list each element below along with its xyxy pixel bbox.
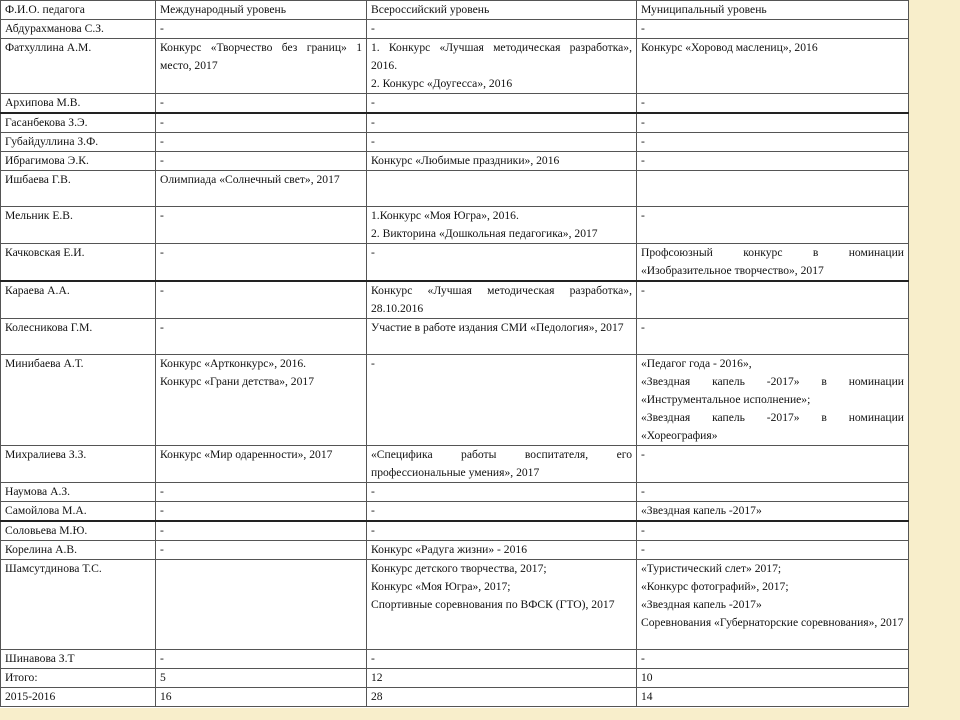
russian-level-cell bbox=[367, 94, 637, 114]
international-level-cell bbox=[156, 133, 367, 152]
cell-text-line: «Туристический слет» 2017; bbox=[641, 562, 782, 575]
teacher-name-cell: Самойлова М.А. bbox=[1, 502, 156, 522]
municipal-level-cell bbox=[637, 171, 909, 207]
international-level-cell bbox=[156, 281, 367, 319]
cell-text-line: Олимпиада «Солнечный свет», 2017 bbox=[160, 173, 340, 186]
cell-text-line: Конкурс «Грани детства», 2017 bbox=[160, 375, 314, 388]
municipal-level-cell bbox=[637, 502, 909, 522]
cell-text-line: Конкурс «Моя Югра», 2017; bbox=[371, 580, 511, 593]
international-level-cell bbox=[156, 39, 367, 94]
table-row bbox=[1, 541, 909, 560]
cell-text-line: 1.Конкурс «Моя Югра», 2016. bbox=[371, 209, 519, 222]
cell-text-line: Профсоюзный конкурс в номинации «Изобразительное творчество», 2017 bbox=[641, 246, 904, 277]
international-level-cell bbox=[156, 521, 367, 541]
teacher-name-cell: Качковская Е.И. bbox=[1, 244, 156, 282]
cell-text-line: - bbox=[371, 357, 375, 370]
teacher-name-cell: Минибаева А.Т. bbox=[1, 355, 156, 446]
teacher-name-cell: Архипова М.В. bbox=[1, 94, 156, 114]
table-row bbox=[1, 483, 909, 502]
cell-text-line: - bbox=[641, 135, 645, 148]
cell-text-line: 2. Конкурс «Доугесса», 2016 bbox=[371, 77, 513, 90]
cell-text-line: - bbox=[160, 22, 164, 35]
cell-text-line: - bbox=[371, 96, 375, 109]
cell-text-line: 10 bbox=[641, 671, 653, 684]
municipal-level-cell bbox=[637, 281, 909, 319]
cell-text-line: Конкурс «Лучшая методическая разработка», 28.10.2016 bbox=[371, 284, 632, 315]
cell-text-line: - bbox=[160, 284, 164, 297]
cell-text-line: - bbox=[641, 209, 645, 222]
cell-text-line: Конкурс «Творчество без границ» 1 место, 2017 bbox=[160, 41, 362, 72]
cell-text-line: - bbox=[371, 135, 375, 148]
table-row bbox=[1, 319, 909, 355]
cell-text-line: 14 bbox=[641, 690, 653, 703]
cell-text-line: Спортивные соревнования по ВФСК (ГТО), 2017 bbox=[371, 598, 615, 611]
international-level-cell bbox=[156, 502, 367, 522]
cell-text-line: - bbox=[641, 448, 645, 461]
table-row bbox=[1, 521, 909, 541]
international-level-cell bbox=[156, 446, 367, 483]
international-level-cell bbox=[156, 94, 367, 114]
cell-text-line: 5 bbox=[160, 671, 166, 684]
cell-text-line: Конкурс «Мир одаренности», 2017 bbox=[160, 448, 333, 461]
municipal-level-cell bbox=[637, 39, 909, 94]
cell-text-line: 16 bbox=[160, 690, 172, 703]
table-row bbox=[1, 244, 909, 282]
table-row bbox=[1, 669, 909, 688]
cell-text-line: - bbox=[641, 524, 645, 537]
municipal-level-cell bbox=[637, 560, 909, 650]
cell-text-line: - bbox=[160, 485, 164, 498]
municipal-level-cell bbox=[637, 541, 909, 560]
russian-level-cell bbox=[367, 541, 637, 560]
russian-level-cell bbox=[367, 688, 637, 707]
russian-level-cell bbox=[367, 483, 637, 502]
municipal-level-cell bbox=[637, 94, 909, 114]
cell-text-line: «Звездная капель -2017» в номинации «Хореография» bbox=[641, 411, 904, 442]
municipal-level-cell bbox=[637, 483, 909, 502]
international-level-cell bbox=[156, 688, 367, 707]
teacher-name-cell: Михралиева З.З. bbox=[1, 446, 156, 483]
cell-text-line: 1. Конкурс «Лучшая методическая разработка», 2016. bbox=[371, 41, 632, 72]
cell-text-line: - bbox=[641, 321, 645, 334]
international-level-cell bbox=[156, 650, 367, 669]
teacher-name-cell: Ишбаева Г.В. bbox=[1, 171, 156, 207]
cell-text-line: - bbox=[371, 504, 375, 517]
teacher-name-cell: Губайдуллина З.Ф. bbox=[1, 133, 156, 152]
russian-level-cell bbox=[367, 669, 637, 688]
table-row bbox=[1, 355, 909, 446]
cell-text-line: - bbox=[641, 652, 645, 665]
municipal-level-cell bbox=[637, 669, 909, 688]
municipal-level-cell bbox=[637, 113, 909, 133]
international-level-cell bbox=[156, 541, 367, 560]
teacher-name-cell: 2015-2016 bbox=[1, 688, 156, 707]
cell-text-line: - bbox=[160, 154, 164, 167]
municipal-level-cell bbox=[637, 521, 909, 541]
teacher-name-cell: Фатхуллина А.М. bbox=[1, 39, 156, 94]
municipal-level-cell bbox=[637, 650, 909, 669]
cell-text-line: - bbox=[160, 209, 164, 222]
cell-text-line: Конкурс «Хоровод маслениц», 2016 bbox=[641, 41, 818, 54]
table-row bbox=[1, 171, 909, 207]
teacher-name-cell: Соловьева М.Ю. bbox=[1, 521, 156, 541]
international-level-cell bbox=[156, 244, 367, 282]
teacher-name-cell: Караева А.А. bbox=[1, 281, 156, 319]
russian-level-cell bbox=[367, 502, 637, 522]
table-header-row bbox=[1, 1, 909, 20]
cell-text-line: - bbox=[160, 116, 164, 129]
cell-text-line: «Педагог года - 2016», bbox=[641, 357, 752, 370]
cell-text-line: Конкурс «Любимые праздники», 2016 bbox=[371, 154, 560, 167]
international-level-cell bbox=[156, 560, 367, 650]
russian-level-cell bbox=[367, 20, 637, 39]
international-level-cell bbox=[156, 669, 367, 688]
cell-text-line: - bbox=[371, 22, 375, 35]
cell-text-line: - bbox=[641, 116, 645, 129]
cell-text-line: - bbox=[160, 321, 164, 334]
teacher-name-cell: Абдурахманова С.З. bbox=[1, 20, 156, 39]
teacher-name-cell: Наумова А.З. bbox=[1, 483, 156, 502]
russian-level-cell bbox=[367, 113, 637, 133]
table-row bbox=[1, 207, 909, 244]
international-level-cell bbox=[156, 113, 367, 133]
table-row bbox=[1, 650, 909, 669]
municipal-level-cell bbox=[637, 20, 909, 39]
municipal-level-cell bbox=[637, 207, 909, 244]
municipal-level-cell bbox=[637, 319, 909, 355]
teacher-name-cell: Гасанбекова З.Э. bbox=[1, 113, 156, 133]
russian-level-cell bbox=[367, 446, 637, 483]
international-level-cell bbox=[156, 355, 367, 446]
cell-text-line: - bbox=[641, 154, 645, 167]
table-row bbox=[1, 446, 909, 483]
cell-text-line: - bbox=[371, 485, 375, 498]
cell-text-line: «Звездная капель -2017» bbox=[641, 504, 762, 517]
cell-text-line: 12 bbox=[371, 671, 383, 684]
russian-level-cell bbox=[367, 521, 637, 541]
international-level-cell bbox=[156, 152, 367, 171]
table-row bbox=[1, 20, 909, 39]
municipal-level-cell bbox=[637, 688, 909, 707]
cell-text-line: «Звездная капель -2017» в номинации «Инструментальное исполнение»; bbox=[641, 375, 904, 406]
cell-text-line: - bbox=[160, 135, 164, 148]
international-level-cell bbox=[156, 171, 367, 207]
international-level-cell bbox=[156, 207, 367, 244]
cell-text-line: 2. Викторина «Дошкольная педагогика», 2017 bbox=[371, 227, 598, 240]
cell-text-line: - bbox=[160, 652, 164, 665]
cell-text-line: «Конкурс фотографий», 2017; bbox=[641, 580, 789, 593]
cell-text-line: - bbox=[641, 543, 645, 556]
cell-text-line: - bbox=[641, 22, 645, 35]
cell-text-line: - bbox=[371, 524, 375, 537]
cell-text-line: - bbox=[641, 284, 645, 297]
table-row bbox=[1, 39, 909, 94]
municipal-level-cell bbox=[637, 355, 909, 446]
header-international: Международный уровень bbox=[156, 1, 367, 20]
municipal-level-cell bbox=[637, 133, 909, 152]
russian-level-cell bbox=[367, 171, 637, 207]
table-row bbox=[1, 152, 909, 171]
teacher-name-cell: Шамсутдинова Т.С. bbox=[1, 560, 156, 650]
cell-text-line: Конкурс детского творчества, 2017; bbox=[371, 562, 547, 575]
cell-text-line: - bbox=[160, 96, 164, 109]
cell-text-line: - bbox=[641, 96, 645, 109]
teacher-name-cell: Корелина А.В. bbox=[1, 541, 156, 560]
header-name: Ф.И.О. педагога bbox=[1, 1, 156, 20]
cell-text-line: - bbox=[371, 246, 375, 259]
municipal-level-cell bbox=[637, 152, 909, 171]
teacher-name-cell: Шинавова З.Т bbox=[1, 650, 156, 669]
cell-text-line: Соревнования «Губернаторские соревнования», 2017 bbox=[641, 616, 904, 629]
table-row bbox=[1, 281, 909, 319]
russian-level-cell bbox=[367, 355, 637, 446]
russian-level-cell bbox=[367, 133, 637, 152]
russian-level-cell bbox=[367, 39, 637, 94]
municipal-level-cell bbox=[637, 446, 909, 483]
table-row bbox=[1, 133, 909, 152]
cell-text-line: 28 bbox=[371, 690, 383, 703]
teacher-name-cell: Итого: bbox=[1, 669, 156, 688]
russian-level-cell bbox=[367, 152, 637, 171]
russian-level-cell bbox=[367, 207, 637, 244]
table-row bbox=[1, 560, 909, 650]
cell-text-line: - bbox=[160, 504, 164, 517]
cell-text-line: - bbox=[371, 652, 375, 665]
cell-text-line: - bbox=[160, 524, 164, 537]
russian-level-cell bbox=[367, 281, 637, 319]
header-russian: Всероссийский уровень bbox=[367, 1, 637, 20]
cell-text-line: Конкурс «Артконкурс», 2016. bbox=[160, 357, 307, 370]
cell-text-line: «Звездная капель -2017» bbox=[641, 598, 762, 611]
table-row bbox=[1, 688, 909, 707]
table-row bbox=[1, 502, 909, 522]
municipal-level-cell bbox=[637, 244, 909, 282]
cell-text-line: Конкурс «Радуга жизни» - 2016 bbox=[371, 543, 527, 556]
russian-level-cell bbox=[367, 650, 637, 669]
cell-text-line: Участие в работе издания СМИ «Педология», 2017 bbox=[371, 321, 624, 334]
international-level-cell bbox=[156, 20, 367, 39]
header-municipal: Муниципальный уровень bbox=[637, 1, 909, 20]
table-row bbox=[1, 113, 909, 133]
russian-level-cell bbox=[367, 560, 637, 650]
teacher-name-cell: Колесникова Г.М. bbox=[1, 319, 156, 355]
cell-text-line: - bbox=[160, 246, 164, 259]
teacher-name-cell: Ибрагимова Э.К. bbox=[1, 152, 156, 171]
international-level-cell bbox=[156, 319, 367, 355]
table-body bbox=[1, 20, 909, 707]
cell-text-line: - bbox=[371, 116, 375, 129]
cell-text-line: - bbox=[160, 543, 164, 556]
cell-text-line: «Специфика работы воспитателя, его профессиональные умения», 2017 bbox=[371, 448, 632, 479]
russian-level-cell bbox=[367, 319, 637, 355]
teacher-name-cell: Мельник Е.В. bbox=[1, 207, 156, 244]
international-level-cell bbox=[156, 483, 367, 502]
table-row bbox=[1, 94, 909, 114]
russian-level-cell bbox=[367, 244, 637, 282]
cell-text-line: - bbox=[641, 485, 645, 498]
